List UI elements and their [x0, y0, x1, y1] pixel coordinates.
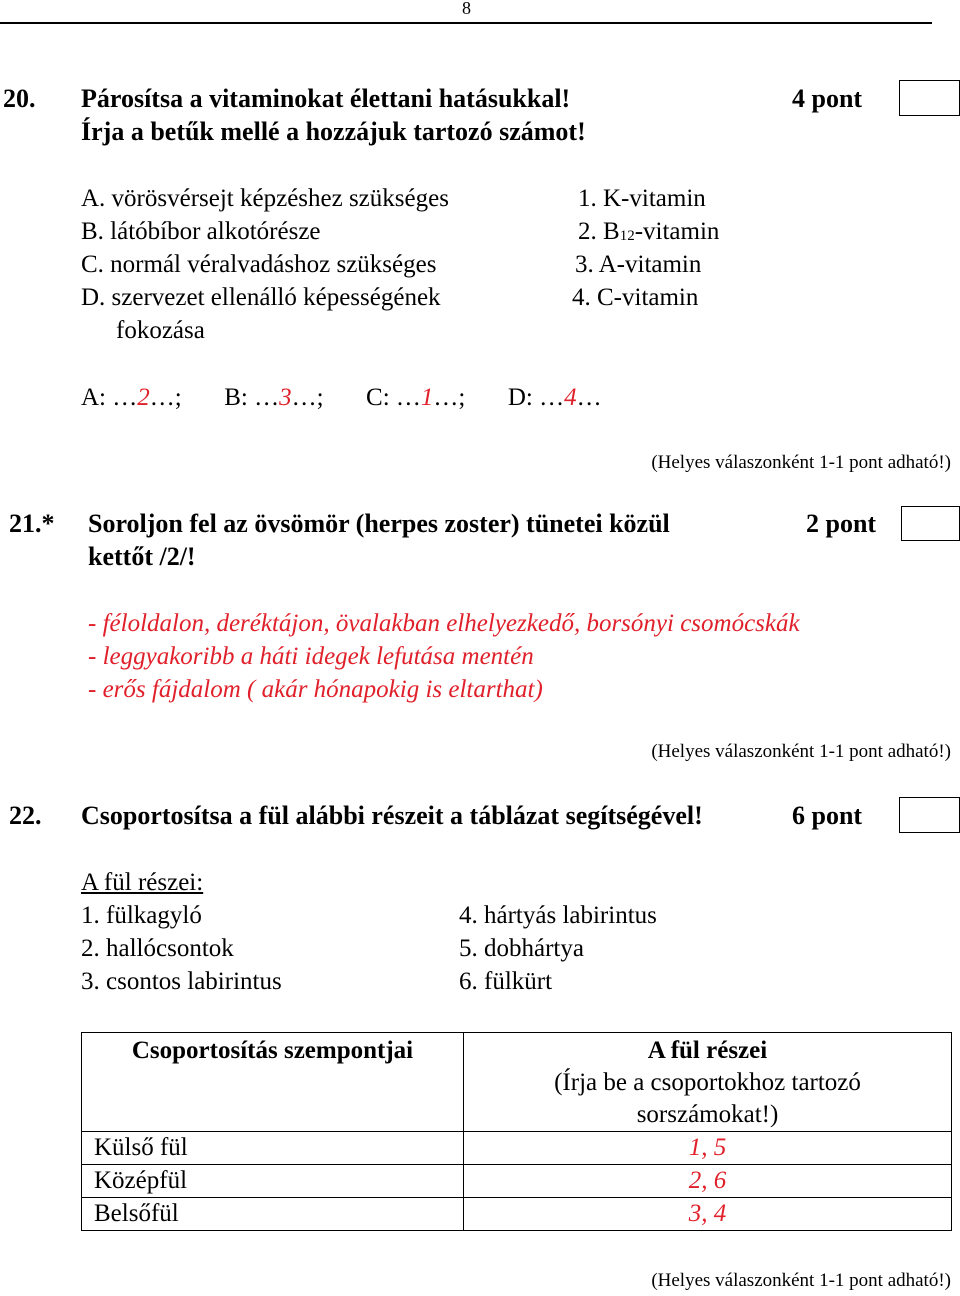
answer-c-value: 1: [420, 384, 434, 411]
table-row: [82, 1165, 952, 1198]
q21-answer-3: - erős fájdalom ( akár hónapokig is eltarthat): [88, 676, 543, 703]
q20-right-item-2-suffix: -vitamin: [634, 218, 720, 245]
table-header-parts-sub1: (Írja be a csoportokhoz tartozó: [554, 1069, 861, 1096]
answer-b-end: …;: [291, 384, 324, 411]
table-row-value[interactable]: 3, 4: [464, 1198, 952, 1231]
table-row-label: Külső fül: [82, 1132, 464, 1165]
q20-right-item-1: 1. K-vitamin: [578, 185, 706, 212]
q20-points: 4 pont: [792, 84, 863, 113]
table-row: [82, 1132, 952, 1165]
q20-b12-subscript: 12: [619, 228, 635, 244]
q20-note: (Helyes válaszonként 1-1 pont adható!): [651, 452, 951, 473]
table-header-parts-sub2: sorszámokat!): [636, 1101, 779, 1128]
q20-right-item-2: [578, 218, 719, 246]
q22-parts-heading: A fül részei:: [81, 869, 204, 896]
answer-c-end: …;: [433, 384, 466, 411]
q20-left-item-c: C. normál véralvadáshoz szükséges: [81, 251, 437, 278]
q22-note: (Helyes válaszonként 1-1 pont adható!): [651, 1270, 951, 1291]
table-row-label: Belsőfül: [82, 1198, 464, 1231]
q22-part-5: 5. dobhártya: [459, 935, 584, 962]
table-row-value[interactable]: 2, 6: [464, 1165, 952, 1198]
q20-right-item-3: 3. A-vitamin: [575, 251, 702, 278]
q20-title: Párosítsa a vitaminokat élettani hatásukkal!: [81, 84, 571, 113]
table-row: [82, 1198, 952, 1231]
q21-note: (Helyes válaszonként 1-1 pont adható!): [651, 741, 951, 762]
q21-points: 2 pont: [806, 509, 877, 538]
answer-b-label: B: …: [224, 384, 280, 411]
q22-number: 22.: [9, 801, 42, 830]
q20-left-item-d: D. szervezet ellenálló képességének: [81, 284, 441, 311]
q22-part-6: 6. fülkürt: [459, 968, 553, 995]
grouping-table: [81, 1032, 952, 1231]
q21-title: Soroljon fel az övsömör (herpes zoster) tünetei közül: [88, 509, 670, 538]
q21-answer-2: - leggyakoribb a háti idegek lefutása mentén: [88, 643, 534, 670]
answer-d-value: 4: [564, 384, 577, 411]
q20-answer-row: [81, 384, 602, 412]
q20-subtitle: Írja a betűk mellé a hozzájuk tartozó számot!: [81, 117, 586, 146]
answer-d-end: …: [576, 384, 602, 411]
q22-part-3: 3. csontos labirintus: [81, 968, 282, 995]
table-header-criteria: Csoportosítás szempontjai: [82, 1033, 464, 1132]
q21-answer-1: - féloldalon, deréktájon, övalakban elhelyezkedő, borsónyi csomócskák: [88, 610, 800, 637]
q22-part-1: 1. fülkagyló: [81, 902, 202, 929]
q21-score-box[interactable]: [901, 506, 960, 541]
q22-points: 6 pont: [792, 801, 863, 830]
q22-part-2: 2. hallócsontok: [81, 935, 234, 962]
answer-b-value: 3: [279, 384, 292, 411]
q20-left-item-b: B. látóbíbor alkotórésze: [81, 218, 321, 245]
table-header-parts: [464, 1033, 952, 1132]
q20-score-box[interactable]: [899, 80, 960, 116]
q20-number: 20.: [3, 84, 36, 113]
answer-a-label: A: …: [81, 384, 138, 411]
q22-score-box[interactable]: [899, 797, 960, 833]
q21-number: 21.*: [9, 509, 55, 538]
table-row-label: Középfül: [82, 1165, 464, 1198]
q21-title-cont: kettőt /2/!: [88, 542, 196, 571]
table-row-value[interactable]: 1, 5: [464, 1132, 952, 1165]
header-rule: [0, 22, 932, 24]
table-header-row: [82, 1033, 952, 1132]
q20-left-item-d-cont: fokozása: [116, 317, 205, 344]
page-number: 8: [462, 0, 471, 18]
q20-right-item-4: 4. C-vitamin: [572, 284, 699, 311]
answer-a-value: 2: [137, 384, 150, 411]
q20-right-item-2-prefix: 2. B: [578, 218, 620, 245]
answer-d-label: D: …: [507, 384, 565, 411]
q20-left-item-a: A. vörösvérsejt képzéshez szükséges: [81, 185, 449, 212]
answer-c-label: C: …: [366, 384, 421, 411]
q22-part-4: 4. hártyás labirintus: [459, 902, 657, 929]
q22-title: Csoportosítsa a fül alábbi részeit a táblázat segítségével!: [81, 801, 703, 830]
table-header-parts-title: A fül részei: [647, 1037, 768, 1064]
answer-a-end: …;: [149, 384, 182, 411]
